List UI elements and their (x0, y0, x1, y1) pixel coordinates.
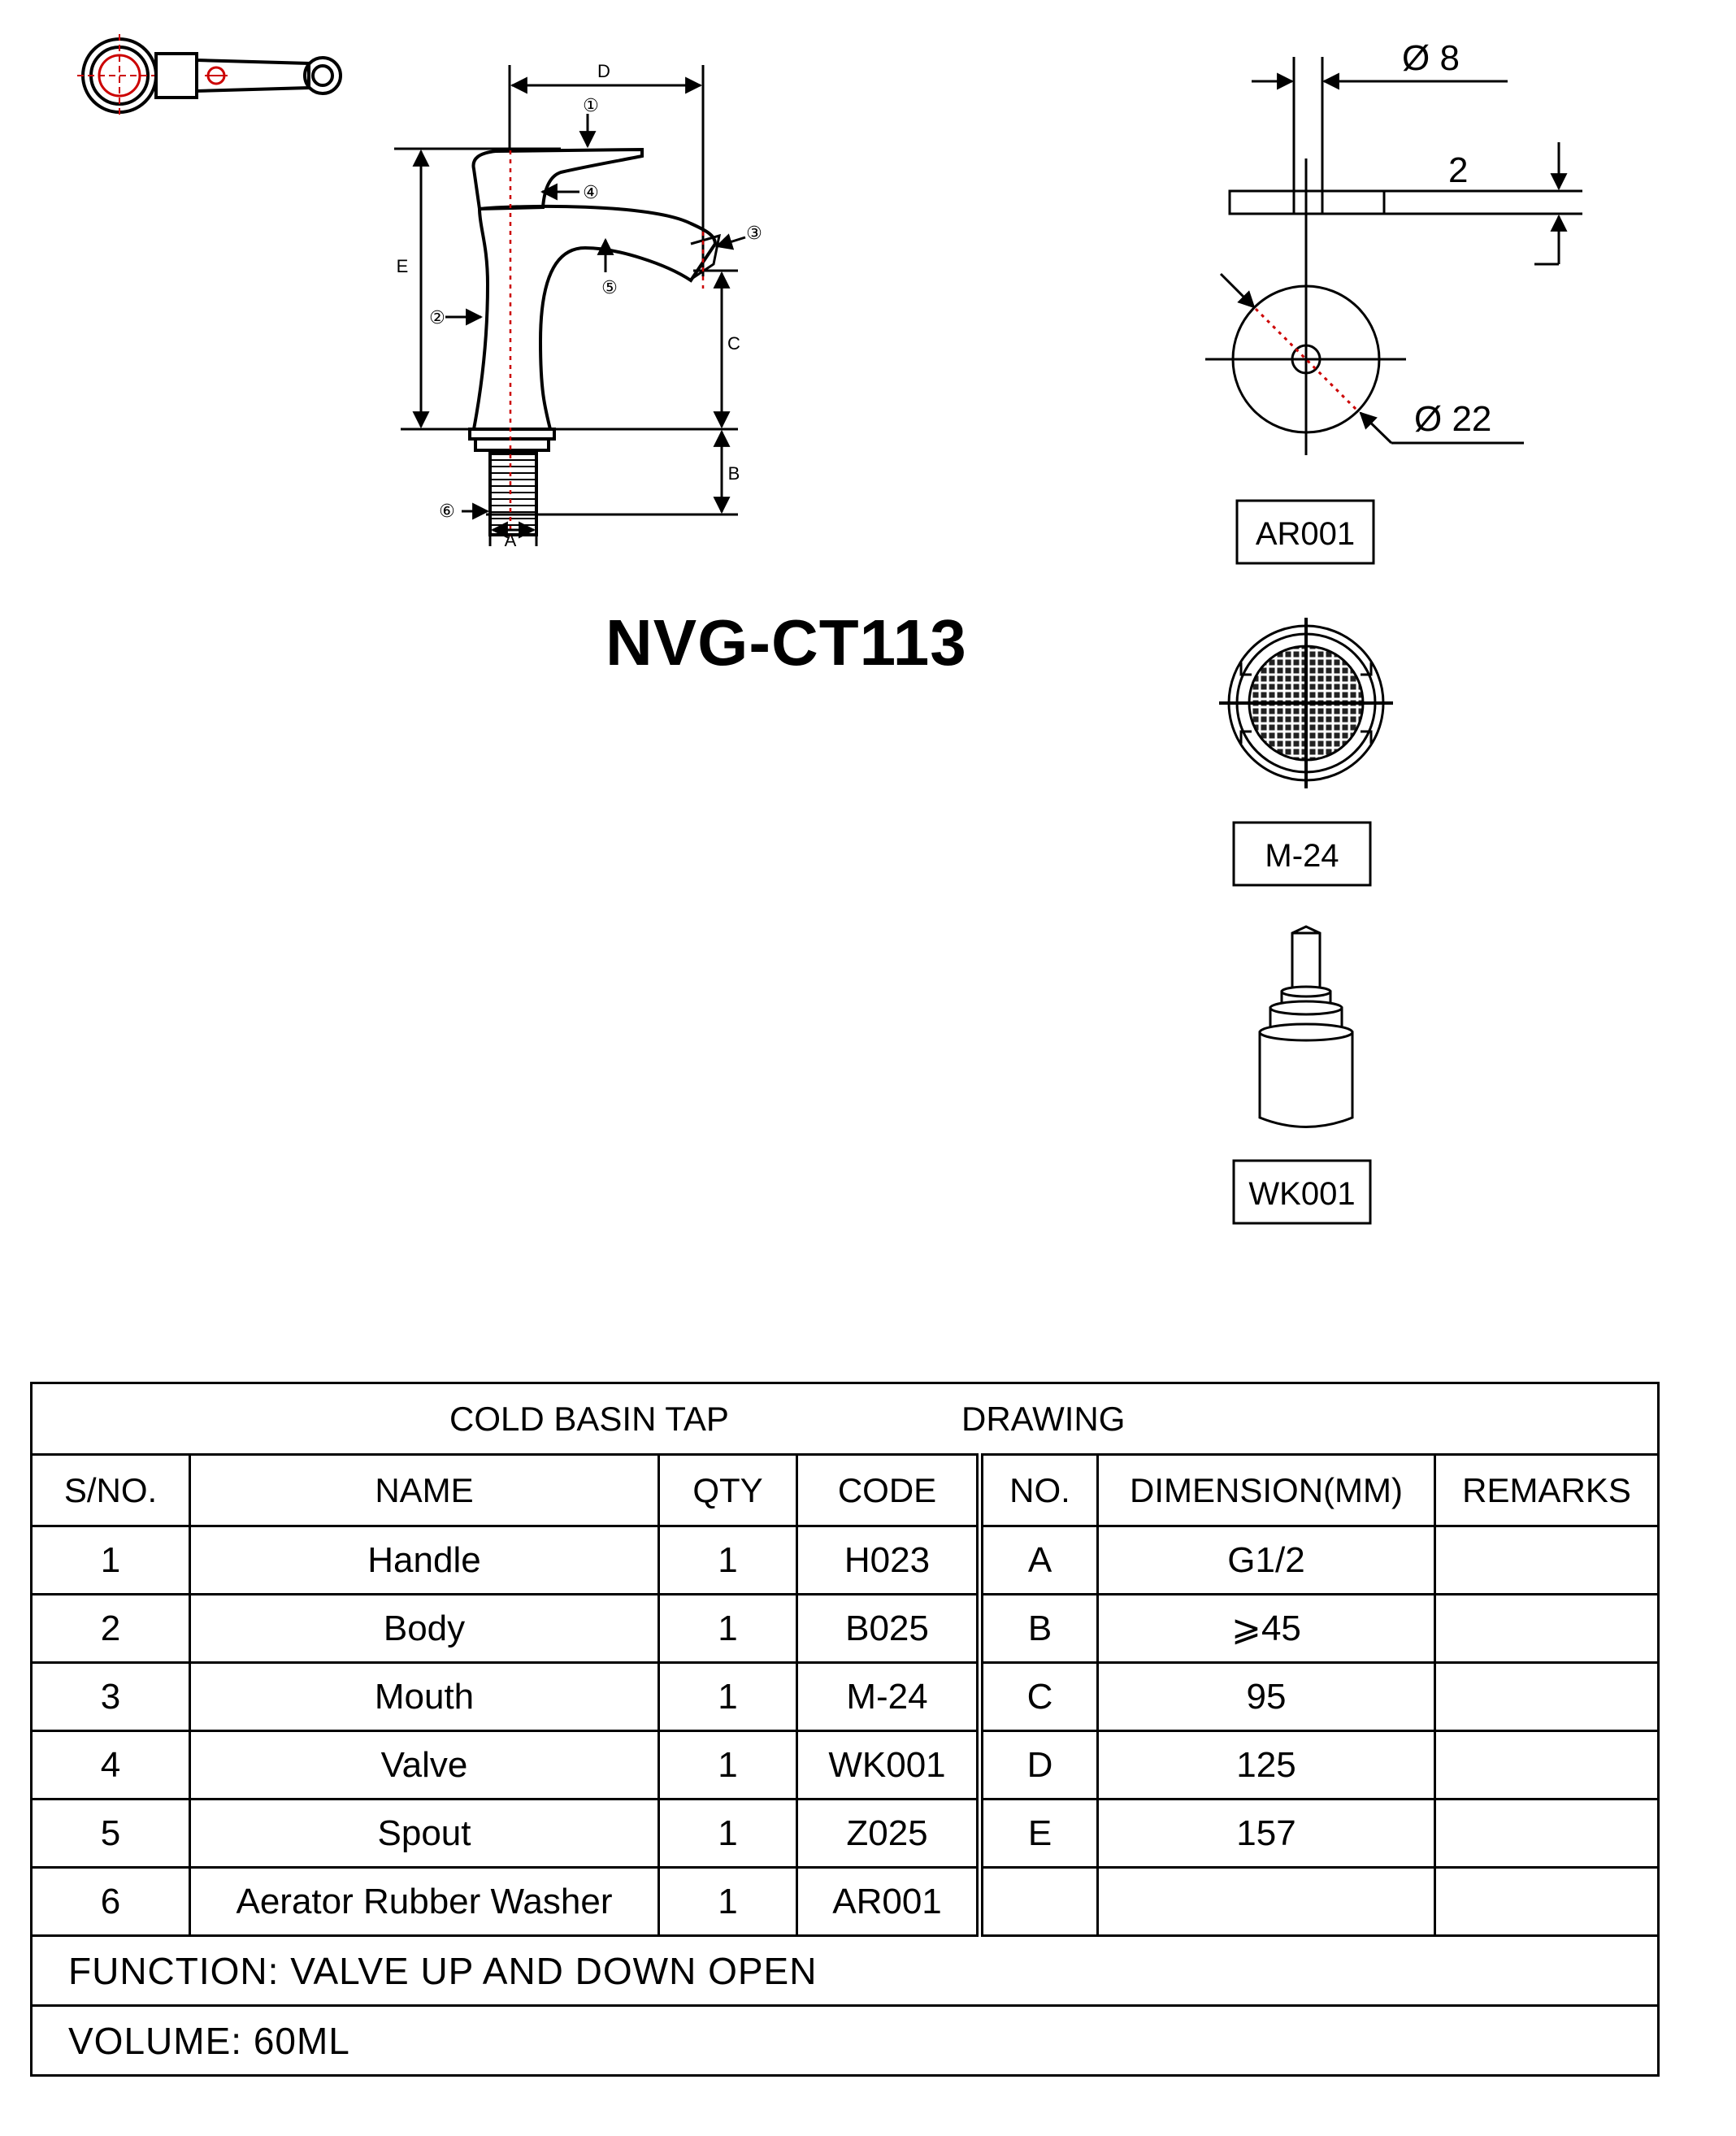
table-row: 4 Valve 1 WK001 D 125 (32, 1731, 1659, 1800)
valve-cartridge-view (1260, 927, 1352, 1127)
col-header-name: NAME (190, 1455, 659, 1526)
handle-top-view (77, 34, 341, 117)
table-row: 3 Mouth 1 M-24 C 95 (32, 1663, 1659, 1731)
washer-dim-labels (1402, 38, 1491, 439)
col-header-qty: QTY (659, 1455, 797, 1526)
function-row (32, 1936, 1659, 2006)
tag-m24 (1234, 823, 1370, 885)
outer-diameter-label: Ø 22 (1414, 399, 1492, 439)
mouth-aerator-view (1219, 618, 1393, 788)
volume-row (32, 2006, 1659, 2076)
svg-text:M-24: M-24 (1265, 838, 1339, 874)
table-caption-left: COLD BASIN TAP (449, 1399, 729, 1438)
faucet-elevation (394, 65, 745, 546)
table-caption-right: DRAWING (961, 1399, 1126, 1438)
svg-text:WK001: WK001 (1248, 1176, 1356, 1212)
callout-6: ⑥ (439, 501, 455, 521)
model-title: NVG-CT113 (605, 606, 967, 679)
dim-label-c: C (727, 333, 740, 354)
table-row: 6 Aerator Rubber Washer 1 AR001 (32, 1868, 1659, 1936)
col-header-code: CODE (797, 1455, 980, 1526)
dim-label-b: B (727, 463, 740, 484)
col-header-remarks: REMARKS (1435, 1455, 1659, 1526)
table-header-row (32, 1455, 1659, 1526)
svg-text:AR001: AR001 (1255, 516, 1356, 552)
table-row: 2 Body 1 B025 B ⩾45 (32, 1595, 1659, 1663)
dim-label-a: A (504, 530, 517, 550)
callout-5: ⑤ (601, 277, 618, 297)
dim-label-d: D (597, 61, 610, 81)
thickness-label: 2 (1448, 150, 1469, 190)
volume-text: VOLUME: 60ML (32, 2006, 1659, 2076)
spec-table (30, 1382, 1660, 2077)
hole-diameter-label: Ø 8 (1402, 38, 1460, 78)
callout-2: ② (429, 307, 445, 328)
col-header-dimension: DIMENSION(MM) (1098, 1455, 1435, 1526)
washer-section-view (1230, 57, 1582, 455)
dim-label-e: E (396, 256, 409, 276)
faucet-labels (397, 61, 762, 550)
col-header-no: NO. (980, 1455, 1098, 1526)
callout-1: ① (583, 95, 599, 115)
table-caption-row (32, 1383, 1659, 1455)
callout-4: ④ (583, 182, 599, 202)
table-row: 5 Spout 1 Z025 E 157 (32, 1800, 1659, 1868)
table-row: 1 Handle 1 H023 A G1/2 (32, 1526, 1659, 1595)
tag-ar001 (1237, 501, 1374, 563)
tag-wk001 (1234, 1161, 1370, 1223)
col-header-sno: S/NO. (32, 1455, 190, 1526)
function-text: FUNCTION: VALVE UP AND DOWN OPEN (32, 1936, 1659, 2006)
callout-3: ③ (746, 223, 762, 243)
